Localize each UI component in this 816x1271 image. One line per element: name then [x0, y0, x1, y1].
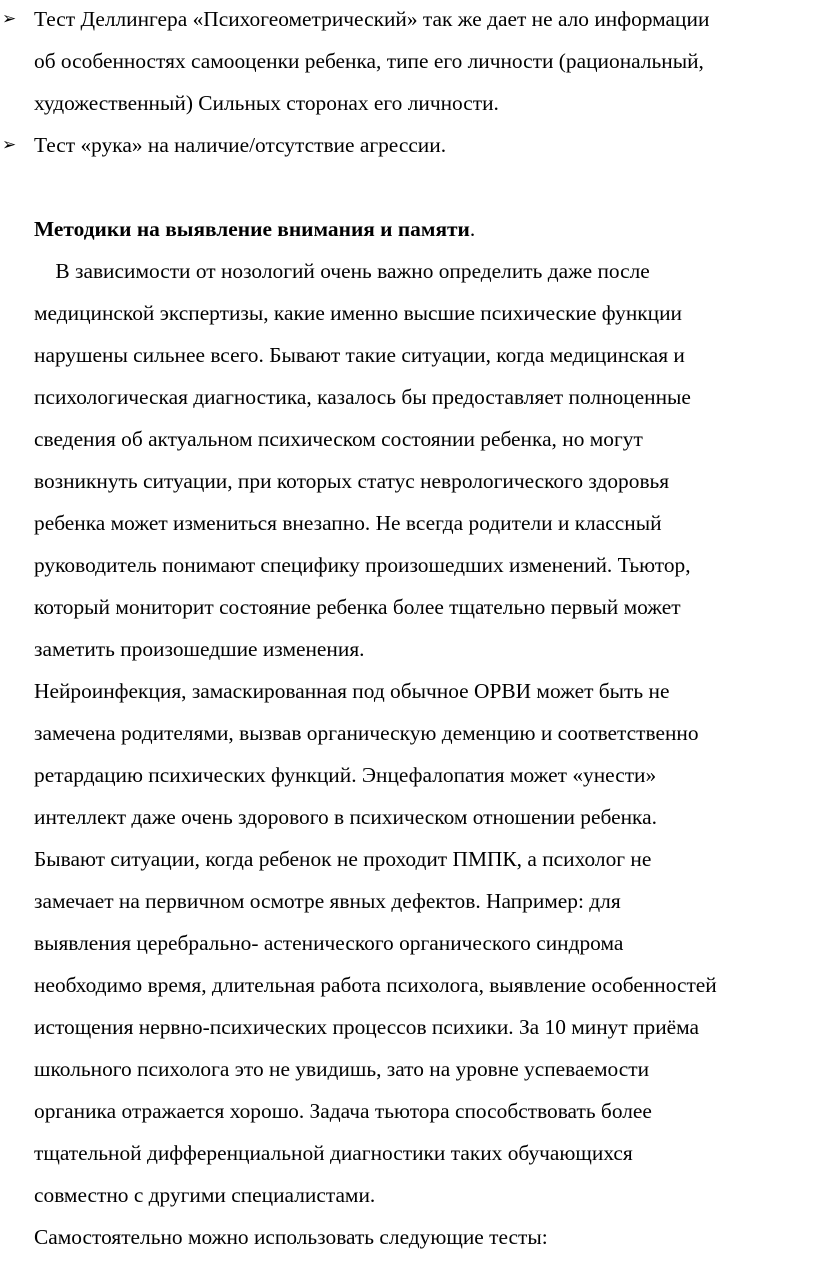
- paragraph-2-line: интеллект даже очень здорового в психическом отношении ребенка.: [34, 805, 657, 829]
- paragraph-1-line: медицинской экспертизы, какие именно высшие психические функции: [34, 301, 682, 325]
- section-heading-text: Методики на выявление внимания и памяти: [34, 217, 470, 241]
- paragraph-2-line: Нейроинфекция, замаскированная под обычное ОРВИ может быть не: [34, 679, 670, 703]
- closing-line: Самостоятельно можно использовать следующие тесты:: [34, 1225, 548, 1249]
- bullet-arrow-icon: ➢: [2, 9, 17, 29]
- paragraph-2-line: совместно с другими специалистами.: [34, 1183, 376, 1207]
- paragraph-2-line: необходимо время, длительная работа психолога, выявление особенностей: [34, 973, 717, 997]
- bullet-arrow-icon: ➢: [2, 135, 17, 155]
- paragraph-1-line: руководитель понимают специфику произошедших изменений. Тьютор,: [34, 553, 691, 577]
- paragraph-1-line: нарушены сильнее всего. Бывают такие ситуации, когда медицинская и: [34, 343, 685, 367]
- paragraph-1-line: сведения об актуальном психическом состоянии ребенка, но могут: [34, 427, 643, 451]
- paragraph-1-line: В зависимости от нозологий очень важно определить даже после: [34, 259, 650, 283]
- section-heading: [34, 214, 475, 244]
- paragraph-1-line: возникнуть ситуации, при которых статус неврологического здоровья: [34, 469, 670, 493]
- paragraph-2-line: замечена родителями, вызвав органическую деменцию и соответственно: [34, 721, 699, 745]
- paragraph-2-line: школьного психолога это не увидишь, зато на уровне успеваемости: [34, 1057, 650, 1081]
- bullet-1-line-1: Тест Деллингера «Психогеометрический» так же дает не ало информации: [34, 7, 710, 31]
- paragraph-2-line: органика отражается хорошо. Задача тьютора способствовать более: [34, 1099, 652, 1123]
- bullet-1-line-2: об особенностях самооценки ребенка, типе его личности (рациональный,: [34, 49, 704, 73]
- paragraph-1-line: ребенка может измениться внезапно. Не всегда родители и классный: [34, 511, 662, 535]
- paragraph-2-line: истощения нервно-психических процессов психики. За 10 минут приёма: [34, 1015, 700, 1039]
- paragraph-1-line: заметить произошедшие изменения.: [34, 637, 365, 661]
- paragraph-1-line: который мониторит состояние ребенка более тщательно первый может: [34, 595, 681, 619]
- paragraph-1-line: психологическая диагностика, казалось бы предоставляет полноценные: [34, 385, 691, 409]
- paragraph-2-line: выявления церебрально- астенического органического синдрома: [34, 931, 624, 955]
- bullet-1-line-3: художественный) Сильных сторонах его личности.: [34, 91, 499, 115]
- bullet-2-line-1: Тест «рука» на наличие/отсутствие агрессии.: [34, 133, 447, 157]
- paragraph-2-line: ретардацию психических функций. Энцефалопатия может «унести»: [34, 763, 657, 787]
- section-heading-suffix: .: [469, 217, 476, 241]
- paragraph-2-line: Бывают ситуации, когда ребенок не проходит ПМПК, а психолог не: [34, 847, 652, 871]
- paragraph-2-line: тщательной дифференциальной диагностики таких обучающихся: [34, 1141, 633, 1165]
- paragraph-2-line: замечает на первичном осмотре явных дефектов. Например: для: [34, 889, 621, 913]
